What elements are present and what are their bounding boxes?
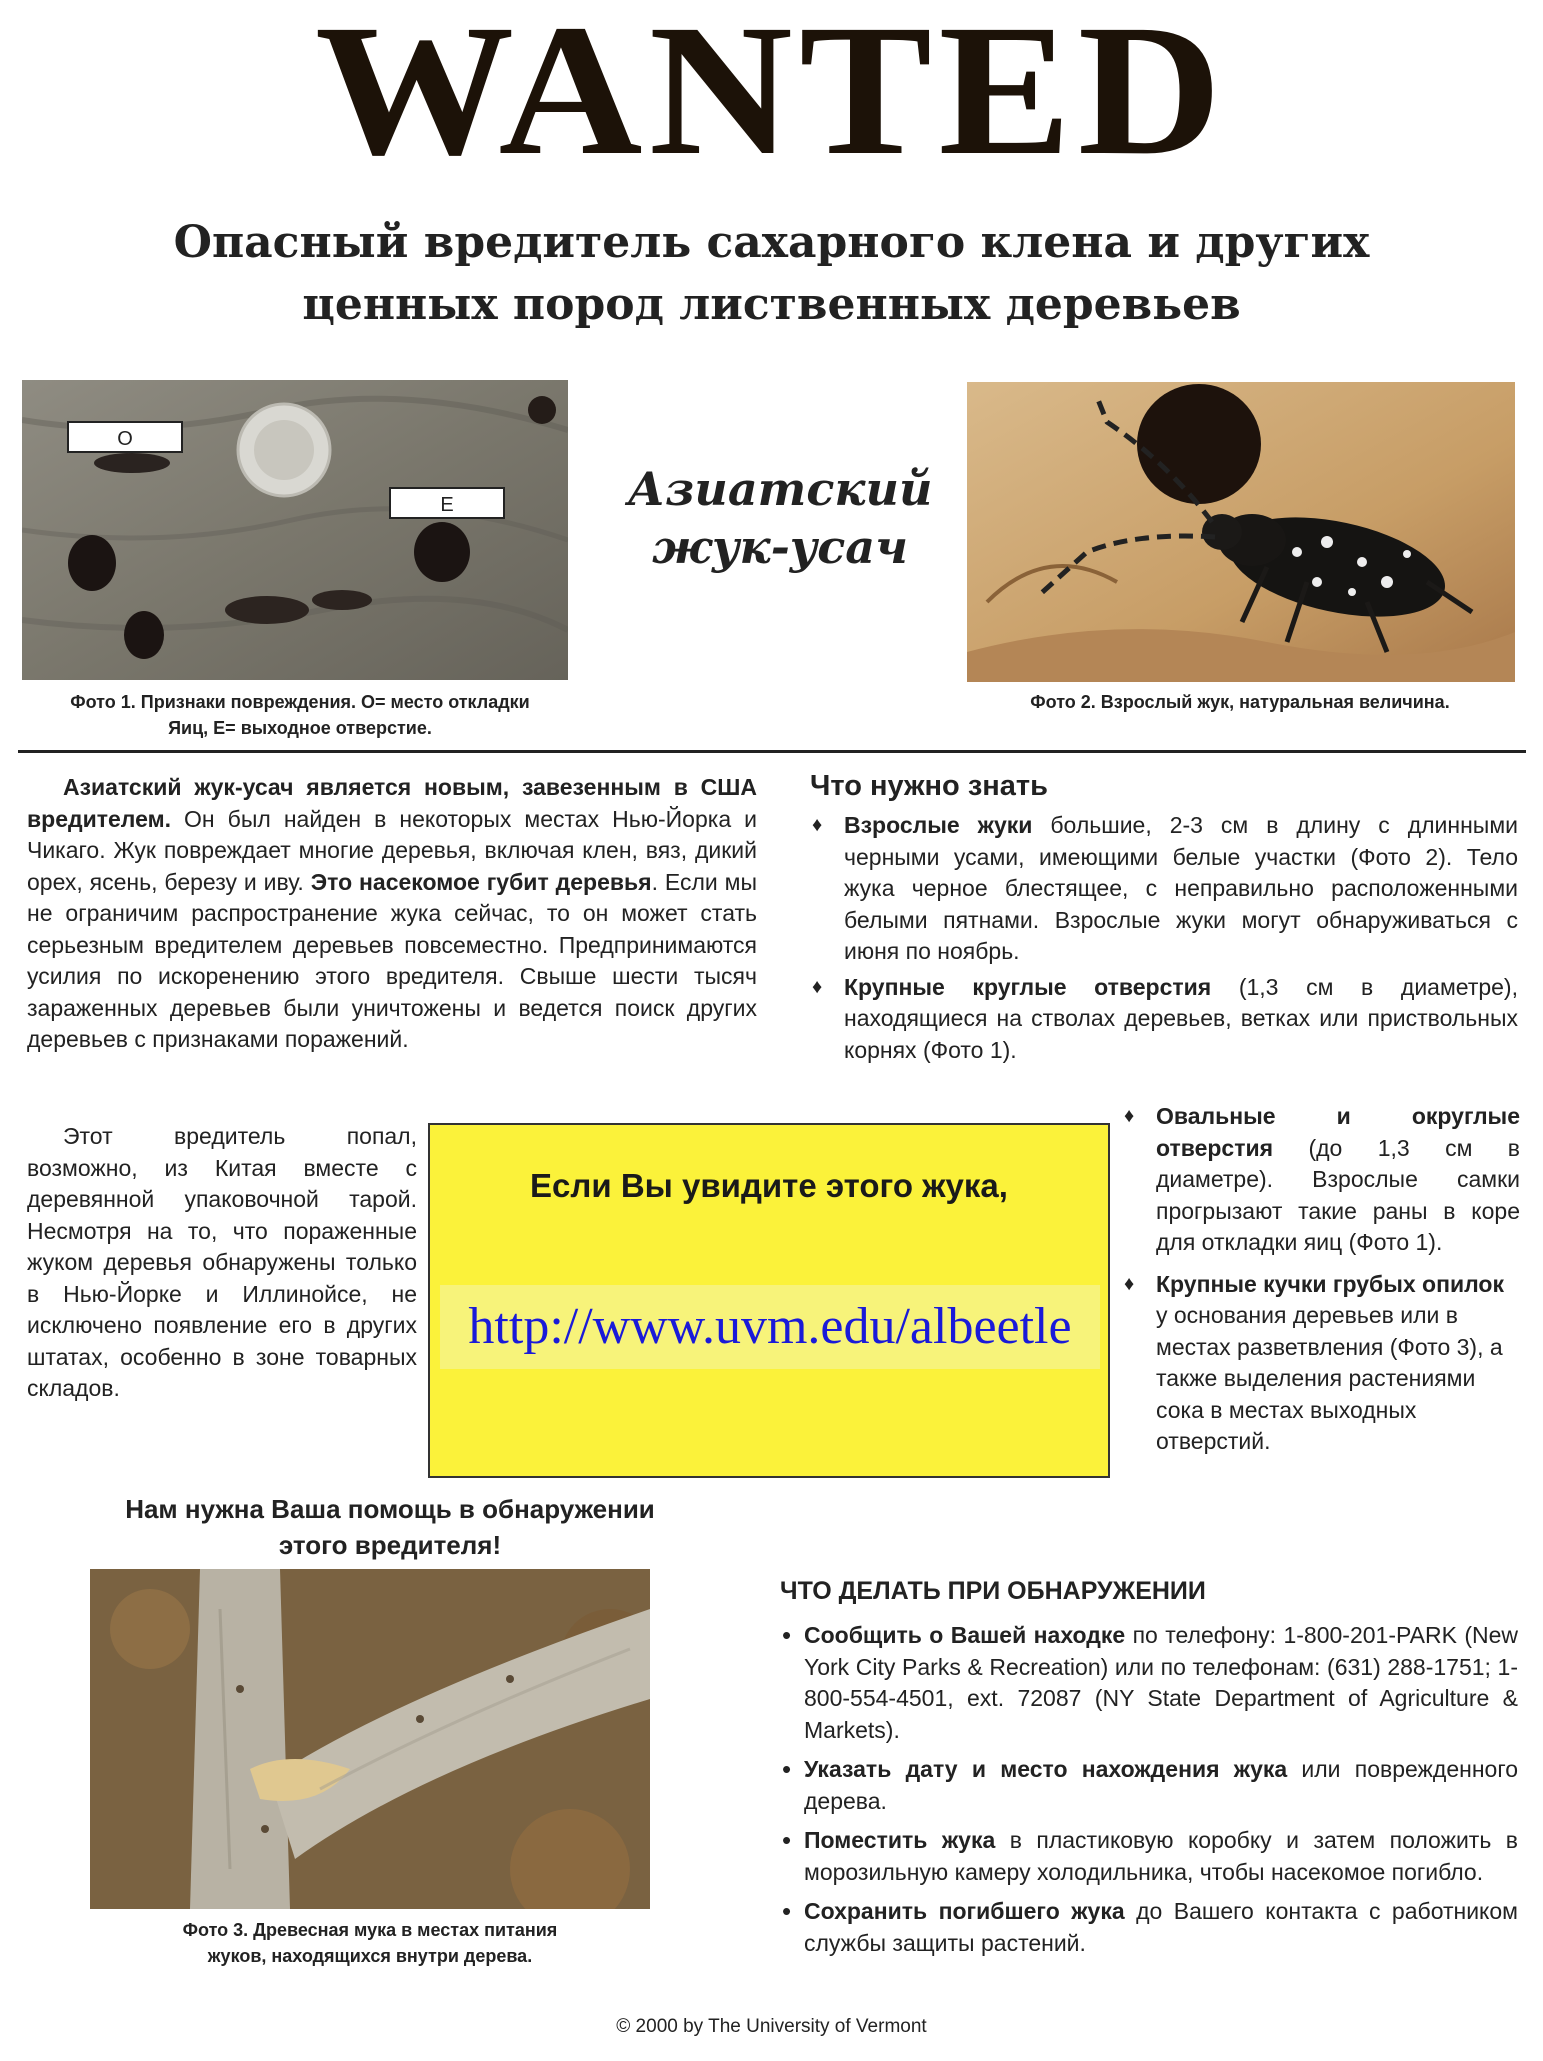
todo-item-freeze (780, 1825, 1518, 1888)
photo-2-caption: Фото 2. Взрослый жук, натуральная величина. (1030, 692, 1450, 712)
intro-bold-2: Это насекомое губит деревья (310, 868, 652, 895)
intro-bold-1: Азиатский жук-усач является новым, завезенным в США вредителем. (27, 774, 757, 832)
subtitle (60, 212, 1483, 336)
know-item-2-bold: Крупные круглые отверстия (844, 973, 1212, 1000)
help-line-1: Нам нужна Ваша помощь в обнаружении (125, 1494, 655, 1524)
know-list-upper (808, 810, 1518, 1070)
todo-item-2-text: или поврежденного дерева. (804, 1756, 1519, 1814)
know-item-sawdust (1120, 1269, 1520, 1458)
todo-item-2-bold: Указать дату и место нахождения жука (804, 1756, 1288, 1782)
photo-1-caption-line-1: Фото 1. Признаки повреждения. O= место откладки (70, 692, 530, 712)
todo-item-4-bold: Сохранить погибшего жука (804, 1898, 1125, 1924)
photo-1-bark-damage (22, 380, 568, 680)
know-item-3-text: (до 1,3 см в диаметре). Взрослые самки прогрызают такие раны в коре для откладки яиц (Фото 1). (1156, 1134, 1520, 1255)
callout-box (428, 1123, 1110, 1478)
todo-item-keep (780, 1896, 1518, 1959)
todo-item-4-text: до Вашего контакта с работником службы защиты растений. (804, 1898, 1518, 1956)
know-item-2-text: (1,3 см в диаметре), находящиеся на стволах деревьев, ветках или приствольных корнях (Фото 1). (844, 973, 1518, 1063)
know-item-adult-beetles (808, 810, 1518, 968)
intro-text-2: . Если мы не ограничим распространение жука сейчас, то он может стать серьезным вредителем деревьев повсеместно. Предпринимаются усилия по искоренению этого вредителя. Свыше шести тысяч зараженных деревьев были уничтожены и ведется поиск других деревьев с признаками поражений. (27, 868, 757, 1052)
wanted-title: WANTED (315, 0, 1228, 194)
know-item-4-text: у основания деревьев или в местах разветвления (Фото 3), а также выделения растениями сока в местах выходных отверстий. (1156, 1302, 1503, 1454)
know-item-4-bold: Крупные кучки грубых опилок (1156, 1270, 1504, 1297)
todo-item-report (780, 1620, 1518, 1746)
todo-item-3-bold: Поместить жука (804, 1827, 996, 1853)
intro-paragraph-1 (27, 772, 757, 1056)
know-item-oval-holes (1120, 1101, 1520, 1259)
photo-1-caption (10, 689, 590, 741)
copyright: © 2000 by The University of Vermont (616, 2016, 927, 2037)
know-item-1-bold: Взрослые жуки (844, 812, 1033, 838)
know-item-1-text: большие, 2-3 см в длину с длинными черными усами, имеющими белые участки (Фото 2). Тело жука черное блестящее, с неправильно расположенными белыми пятнами. Взрослые жуки могут обнаруживаться с июня по ноябрь. (844, 812, 1519, 964)
intro-text-1: Он был найден в некоторых местах Нью-Йорка и Чикаго. Жук повреждает многие деревья, включая клен, вяз, дикий орех, ясень, березу и иву. (27, 805, 757, 895)
callout-line: Если Вы увидите этого жука, (530, 1167, 1008, 1204)
todo-item-date-place (780, 1754, 1518, 1817)
know-heading: Что нужно знать (810, 770, 1048, 802)
photo-3-sawdust (90, 1569, 650, 1909)
know-list-lower (1120, 1101, 1520, 1462)
help-line-2: этого вредителя! (278, 1530, 502, 1560)
todo-item-1-text: по телефону: 1-800-201-PARK (New York City Parks & Recreation) или по телефонам: (631) 288-1751; 1-800-554-4501, ext. 72087 (NY State Department of Agriculture & Markets). (804, 1622, 1518, 1743)
beetle-title-line-1: Азиатский (627, 462, 933, 516)
todo-item-1-bold: Сообщить о Вашей находке (804, 1622, 1126, 1648)
subtitle-line-2: ценных пород лиственных деревьев (302, 279, 1241, 330)
photo-2-adult-beetle (967, 382, 1515, 682)
section-divider (18, 750, 1526, 753)
know-item-round-holes (808, 972, 1518, 1067)
photo-3-caption-line-2: жуков, находящихся внутри дерева. (207, 1946, 533, 1966)
photo-3-caption (90, 1917, 650, 1969)
beetle-title (590, 460, 970, 576)
todo-list (780, 1620, 1518, 1967)
photo-3-caption-line-1: Фото 3. Древесная мука в местах питания (182, 1920, 558, 1940)
intro-paragraph-2: Этот вредитель попал, возможно, из Китая вместе с деревянной упаковочной тарой. Несмотря на то, что пораженные жуком деревья обнаружены только в Нью-Йорке и Иллинойсе, не исключено появление его в других штатах, особенно в зоне товарных складов. (27, 1123, 417, 1401)
know-item-3-bold: Овальные и округлые отверстия (1156, 1103, 1520, 1161)
help-heading (60, 1491, 720, 1563)
todo-heading: ЧТО ДЕЛАТЬ ПРИ ОБНАРУЖЕНИИ (780, 1577, 1206, 1605)
callout-url-link[interactable]: http://www.uvm.edu/albeetle (440, 1285, 1100, 1369)
beetle-title-line-2: жук-усач (651, 520, 908, 574)
photo-1-label-o: O (117, 428, 133, 450)
todo-item-3-text: в пластиковую коробку и затем положить в морозильную камеру холодильника, чтобы насекомое погибло. (804, 1827, 1518, 1885)
subtitle-line-1: Опасный вредитель сахарного клена и других (173, 217, 1370, 268)
photo-1-label-e: E (440, 494, 454, 516)
photo-1-caption-line-2: Яиц, E= выходное отверстие. (168, 718, 432, 738)
